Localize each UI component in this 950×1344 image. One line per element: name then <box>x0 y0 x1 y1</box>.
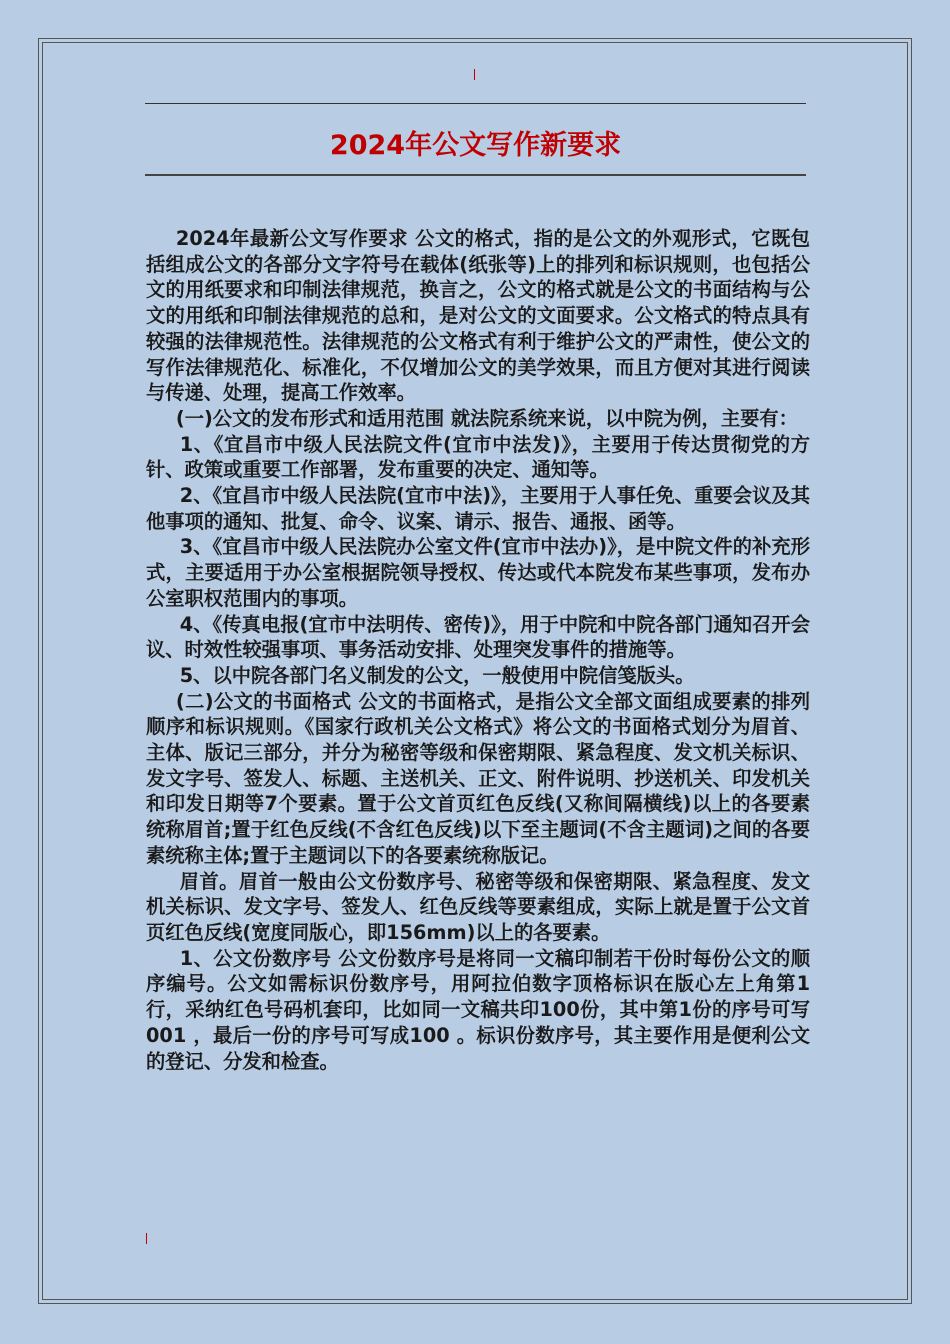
title-rule <box>145 174 806 176</box>
paragraph-item-4: 4、《传真电报(宜市中法明传、密传)》，用于中院和中院各部门通知召开会议、时效性较强事项、事务活动安排、处理突发事件的措施等。 <box>146 612 810 662</box>
paragraph-copy-number: 1、公文份数序号 公文份数序号是将同一文稿印制若干份时每份公文的顺序编号。公文如需标识份数序号，用阿拉伯数字顶格标识在版心左上角第1行，采纳红色号码机套印，比如同一文稿共印100份，其中第1份的序号可写001 ，最后一份的序号可写成100 。标识份数序号，其主要作用是便利公文的登记、分发和检查。 <box>146 946 810 1073</box>
paragraph-section-1: (一)公文的发布形式和适用范围 就法院系统来说，以中院为例，主要有： <box>175 406 798 430</box>
header-rule <box>145 103 806 104</box>
document-title: 2024年公文写作新要求 <box>329 130 622 161</box>
footer-mark <box>146 1233 147 1244</box>
paragraph-intro: 2024年最新公文写作要求 公文的格式，指的是公文的外观形式，它既包括组成公文的各部分文字符号在载体(纸张等)上的排列和标识规则，也包括公文的用纸要求和印制法律规范，换言之，公文的格式就是公文的书面结构与公文的用纸和印制法律规范的总和，是对公文的文面要求。公文格式的特点具有较强的法律规范性。法律规范的公文格式有利于维护公文的严肃性，使公文的写作法律规范化、标准化，不仅增加公文的美学效果，而且方便对其进行阅读与传递、处理，提高工作效率。 <box>146 227 810 405</box>
paragraph-item-1: 1、《宜昌市中级人民法院文件(宜市中法发)》，主要用于传达贯彻党的方针、政策或重要工作部署，发布重要的决定、通知等。 <box>146 432 810 482</box>
paragraph-section-2: (二)公文的书面格式 公文的书面格式，是指公文全部文面组成要素的排列顺序和标识规则。《国家行政机关公文格式》将公文的书面格式划分为眉首、主体、版记三部分，并分为秘密等级和保密期限、紧急程度、发文机关标识、发文字号、签发人、标题、主送机关、正文、附件说明、抄送机关、印发机关和印发日期等7个要素。置于公文首页红色反线(又称间隔横线)以上的各要素统称眉首;置于红色反线(不含红色反线)以下至主题词(不含主题词)之间的各要素统称主体;置于主题词以下的各要素统称版记。 <box>146 689 810 867</box>
paragraph-item-3: 3、《宜昌市中级人民法院办公室文件(宜市中法办)》，是中院文件的补充形式，主要适用于办公室根据院领导授权、传达或代本院发布某些事项，发布办公室职权范围内的事项。 <box>146 535 810 610</box>
paragraph-item-2: 2、《宜昌市中级人民法院(宜市中法)》，主要用于人事任免、重要会议及其他事项的通知、批复、命令、议案、请示、报告、通报、函等。 <box>146 484 810 533</box>
paragraph-item-5: 5、以中院各部门名义制发的公文，一般使用中院信笺版头。 <box>179 663 695 687</box>
header-mark <box>474 69 475 80</box>
document-body <box>146 226 810 1074</box>
paragraph-header-elements: 眉首。眉首一般由公文份数序号、秘密等级和保密期限、紧急程度、发文机关标识、发文字号、签发人、红色反线等要素组成，实际上就是置于公文首页红色反线(宽度同版心，即156mm)以上的各要素。 <box>146 869 810 944</box>
